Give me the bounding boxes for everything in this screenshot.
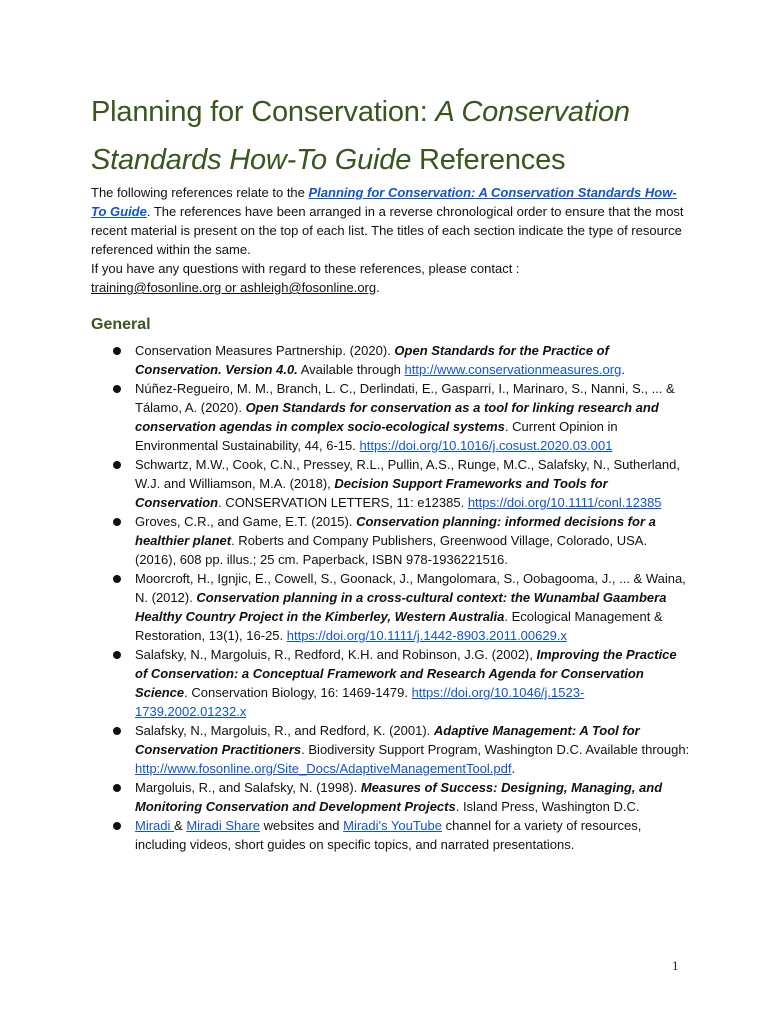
bullet-icon	[113, 822, 121, 830]
reference-item	[91, 379, 691, 455]
miradi-amp: &	[174, 818, 187, 833]
intro-text-2: . The references have been arranged in a reverse chronological order to ensure that the most recent material is present on the top of each list. The titles of each section indicate the type of resource referenced within the same.	[91, 204, 684, 257]
ref-details: . Biodiversity Support Program, Washington D.C. Available through:	[301, 742, 690, 757]
ref-details: . CONSERVATION LETTERS, 11: e12385.	[218, 495, 468, 510]
reference-item	[91, 512, 691, 569]
page-title	[91, 88, 691, 184]
ref-details: . Ecological Management & Restoration, 13(1), 16-25.	[135, 609, 663, 643]
ref-authors: Schwartz, M.W., Cook, C.N., Pressey, R.L., Pullin, A.S., Runge, M.C., Salafsky, N., Sutherland, W.J. and Williamson, M.A. (2018),	[135, 457, 680, 491]
ref-title: Measures of Success: Designing, Managing, and Monitoring Conservation and Development Projects	[135, 780, 663, 814]
ref-link[interactable]: http://www.conservationmeasures.org	[404, 362, 622, 377]
ref-link[interactable]: https://doi.org/10.1046/j.1523-1739.2002.01232.x	[135, 685, 585, 719]
section-heading-general: General	[91, 316, 151, 333]
ref-details: . Island Press, Washington D.C.	[455, 799, 640, 814]
ref-title: Open Standards for the Practice of Conservation. Version 4.0.	[135, 343, 609, 377]
intro-paragraph	[91, 183, 687, 297]
ref-authors: Núñez-Regueiro, M. M., Branch, L. C., Derlindati, E., Gasparri, I., Marinaro, S., Nanni, S., ... & Tálamo, A. (2020).	[135, 381, 675, 415]
ref-authors: Margoluis, R., and Salafsky, N. (1998).	[135, 780, 361, 795]
title-part-1: Planning for Conservation:	[91, 96, 436, 128]
ref-authors: Moorcroft, H., Ignjic, E., Cowell, S., Goonack, J., Mangolomara, S., Oobagooma, J., ... & Waina, N. (2012).	[135, 571, 686, 605]
ref-end: .	[621, 362, 625, 377]
reference-item-miradi	[91, 816, 691, 854]
ref-link[interactable]: https://doi.org/10.1016/j.cosust.2020.03.001	[359, 438, 613, 453]
ref-authors: Conservation Measures Partnership. (2020).	[135, 343, 395, 358]
ref-link[interactable]: https://doi.org/10.1111/conl.12385	[467, 495, 662, 510]
contact-emails[interactable]: training@fosonline.org or ashleigh@fosonline.org	[91, 280, 377, 295]
bullet-icon	[113, 385, 121, 393]
ref-title: Improving the Practice of Conservation: a Conceptual Framework and Research Agenda for Conservation Science	[135, 647, 677, 700]
contact-emails-end: .	[376, 280, 380, 295]
ref-authors: Groves, C.R., and Game, E.T. (2015).	[135, 514, 357, 529]
miradi-share-link[interactable]: Miradi Share	[186, 818, 261, 833]
ref-title: Conservation planning: informed decisions for a healthier planet	[135, 514, 656, 548]
miradi-text-2: channel for a variety of resources, including videos, short guides on specific topics, and narrated presentations.	[135, 818, 642, 852]
page-number: 1	[672, 958, 679, 973]
ref-title: Decision Support Frameworks and Tools for Conservation	[135, 476, 608, 510]
ref-title: Conservation planning in a cross-cultural context: the Wunambal Gaambera Healthy Country Project in the Kimberley, Western Australia	[135, 590, 667, 624]
ref-details: . Roberts and Company Publishers, Greenwood Village, Colorado, USA. (2016), 608 pp. illus.; 25 cm. Paperback, ISBN 978-1936221516.	[135, 533, 648, 567]
reference-item	[91, 341, 691, 379]
ref-end: .	[511, 761, 516, 776]
reference-item	[91, 778, 691, 816]
miradi-link[interactable]: Miradi	[135, 818, 175, 833]
ref-title: Open Standards for conservation as a tool for linking research and conservation agendas in complex socio-ecological systems	[135, 400, 659, 434]
bullet-icon	[113, 518, 121, 526]
ref-details: . Current Opinion in Environmental Sustainability, 44, 6-15.	[135, 419, 618, 453]
bullet-icon	[113, 575, 121, 583]
title-part-3: References	[411, 144, 566, 176]
ref-title: Adaptive Management: A Tool for Conservation Practitioners	[135, 723, 640, 757]
intro-text-1: The following references relate to the	[91, 185, 309, 200]
contact-line: If you have any questions with regard to these references, please contact :	[91, 261, 520, 276]
ref-link[interactable]: http://www.fosonline.org/Site_Docs/AdaptiveManagementTool.pdf	[135, 761, 512, 776]
bullet-icon	[113, 347, 121, 355]
reference-item	[91, 455, 691, 512]
title-part-2: A Conservation Standards How-To Guide	[91, 96, 630, 176]
ref-details: Available through	[297, 362, 405, 377]
reference-item	[91, 721, 691, 778]
bullet-icon	[113, 727, 121, 735]
ref-authors: Salafsky, N., Margoluis, R., and Redford, K. (2001).	[135, 723, 434, 738]
reference-item	[91, 569, 691, 645]
ref-authors: Salafsky, N., Margoluis, R., Redford, K.H. and Robinson, J.G. (2002),	[135, 647, 537, 662]
bullet-icon	[113, 461, 121, 469]
ref-details: . Conservation Biology, 16: 1469-1479.	[184, 685, 412, 700]
reference-item	[91, 645, 691, 721]
bullet-icon	[113, 651, 121, 659]
bullet-icon	[113, 784, 121, 792]
miradi-text-1: websites and	[260, 818, 344, 833]
ref-link[interactable]: https://doi.org/10.1111/j.1442-8903.2011.00629.x	[286, 628, 567, 643]
miradi-youtube-link[interactable]: Miradi's YouTube	[343, 818, 442, 833]
guide-link[interactable]: Planning for Conservation: A Conservation Standards How-To Guide	[91, 185, 677, 219]
reference-list	[91, 341, 691, 854]
